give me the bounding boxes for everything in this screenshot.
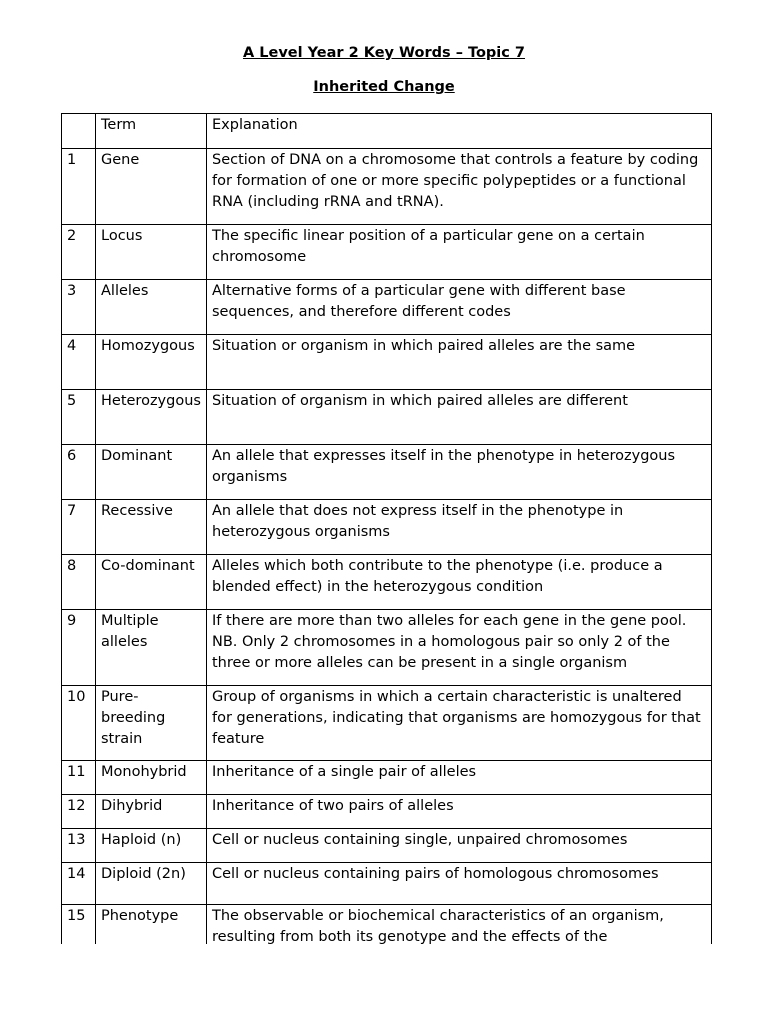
row-term: Co-dominant bbox=[96, 555, 207, 610]
row-explanation: Section of DNA on a chromosome that controls a feature by coding for formation of one or more specific polypeptides or a functional RNA (including rRNA and tRNA). bbox=[207, 149, 712, 225]
row-term: Recessive bbox=[96, 500, 207, 555]
row-number: 8 bbox=[62, 555, 96, 610]
row-term: Multiple alleles bbox=[96, 610, 207, 686]
row-number: 15 bbox=[62, 905, 96, 945]
row-explanation: Alternative forms of a particular gene with different base sequences, and therefore different codes bbox=[207, 280, 712, 335]
row-number: 3 bbox=[62, 280, 96, 335]
row-number: 6 bbox=[62, 445, 96, 500]
document-subtitle: Inherited Change bbox=[313, 79, 455, 95]
key-words-table bbox=[61, 113, 712, 944]
row-explanation: If there are more than two alleles for each gene in the gene pool. NB. Only 2 chromosomes in a homologous pair so only 2 of the three or more alleles can be present in a single organism bbox=[207, 610, 712, 686]
row-explanation: Inheritance of two pairs of alleles bbox=[207, 795, 712, 829]
row-explanation: Alleles which both contribute to the phenotype (i.e. produce a blended effect) in the heterozygous condition bbox=[207, 555, 712, 610]
row-explanation: Cell or nucleus containing pairs of homologous chromosomes bbox=[207, 863, 712, 905]
row-term: Diploid (2n) bbox=[96, 863, 207, 905]
row-term: Gene bbox=[96, 149, 207, 225]
table-row bbox=[62, 149, 712, 225]
table-row bbox=[62, 555, 712, 610]
row-term: Dihybrid bbox=[96, 795, 207, 829]
header-num bbox=[62, 114, 96, 149]
table-row bbox=[62, 335, 712, 390]
table-row bbox=[62, 829, 712, 863]
table-row bbox=[62, 280, 712, 335]
row-term: Locus bbox=[96, 225, 207, 280]
table-row bbox=[62, 390, 712, 445]
row-term: Heterozygous bbox=[96, 390, 207, 445]
row-term: Haploid (n) bbox=[96, 829, 207, 863]
document-title: A Level Year 2 Key Words – Topic 7 bbox=[242, 45, 526, 61]
row-number: 5 bbox=[62, 390, 96, 445]
row-term: Phenotype bbox=[96, 905, 207, 945]
table-row bbox=[62, 686, 712, 761]
row-term: Homozygous bbox=[96, 335, 207, 390]
row-explanation: Situation of organism in which paired alleles are different bbox=[207, 390, 712, 445]
table-header-row bbox=[62, 114, 712, 149]
row-number: 4 bbox=[62, 335, 96, 390]
header-explanation: Explanation bbox=[207, 114, 712, 149]
row-number: 14 bbox=[62, 863, 96, 905]
table-row bbox=[62, 610, 712, 686]
row-number: 9 bbox=[62, 610, 96, 686]
table-row bbox=[62, 500, 712, 555]
row-number: 1 bbox=[62, 149, 96, 225]
row-number: 7 bbox=[62, 500, 96, 555]
row-term: Monohybrid bbox=[96, 761, 207, 795]
row-number: 12 bbox=[62, 795, 96, 829]
table-row bbox=[62, 225, 712, 280]
row-explanation: Inheritance of a single pair of alleles bbox=[207, 761, 712, 795]
row-number: 2 bbox=[62, 225, 96, 280]
table-row bbox=[62, 905, 712, 945]
row-explanation: Group of organisms in which a certain characteristic is unaltered for generations, indicating that organisms are homozygous for that feature bbox=[207, 686, 712, 761]
row-explanation: The specific linear position of a particular gene on a certain chromosome bbox=[207, 225, 712, 280]
row-number: 11 bbox=[62, 761, 96, 795]
row-number: 10 bbox=[62, 686, 96, 761]
row-explanation: An allele that expresses itself in the phenotype in heterozygous organisms bbox=[207, 445, 712, 500]
row-explanation: The observable or biochemical characteristics of an organism, resulting from both its genotype and the effects of the bbox=[207, 905, 712, 945]
table-row bbox=[62, 795, 712, 829]
header-term: Term bbox=[96, 114, 207, 149]
table-row bbox=[62, 863, 712, 905]
row-number: 13 bbox=[62, 829, 96, 863]
row-explanation: Situation or organism in which paired alleles are the same bbox=[207, 335, 712, 390]
row-explanation: An allele that does not express itself in the phenotype in heterozygous organisms bbox=[207, 500, 712, 555]
row-term: Alleles bbox=[96, 280, 207, 335]
row-term: Pure-breeding strain bbox=[96, 686, 207, 761]
table-row bbox=[62, 445, 712, 500]
row-explanation: Cell or nucleus containing single, unpaired chromosomes bbox=[207, 829, 712, 863]
table-row bbox=[62, 761, 712, 795]
row-term: Dominant bbox=[96, 445, 207, 500]
